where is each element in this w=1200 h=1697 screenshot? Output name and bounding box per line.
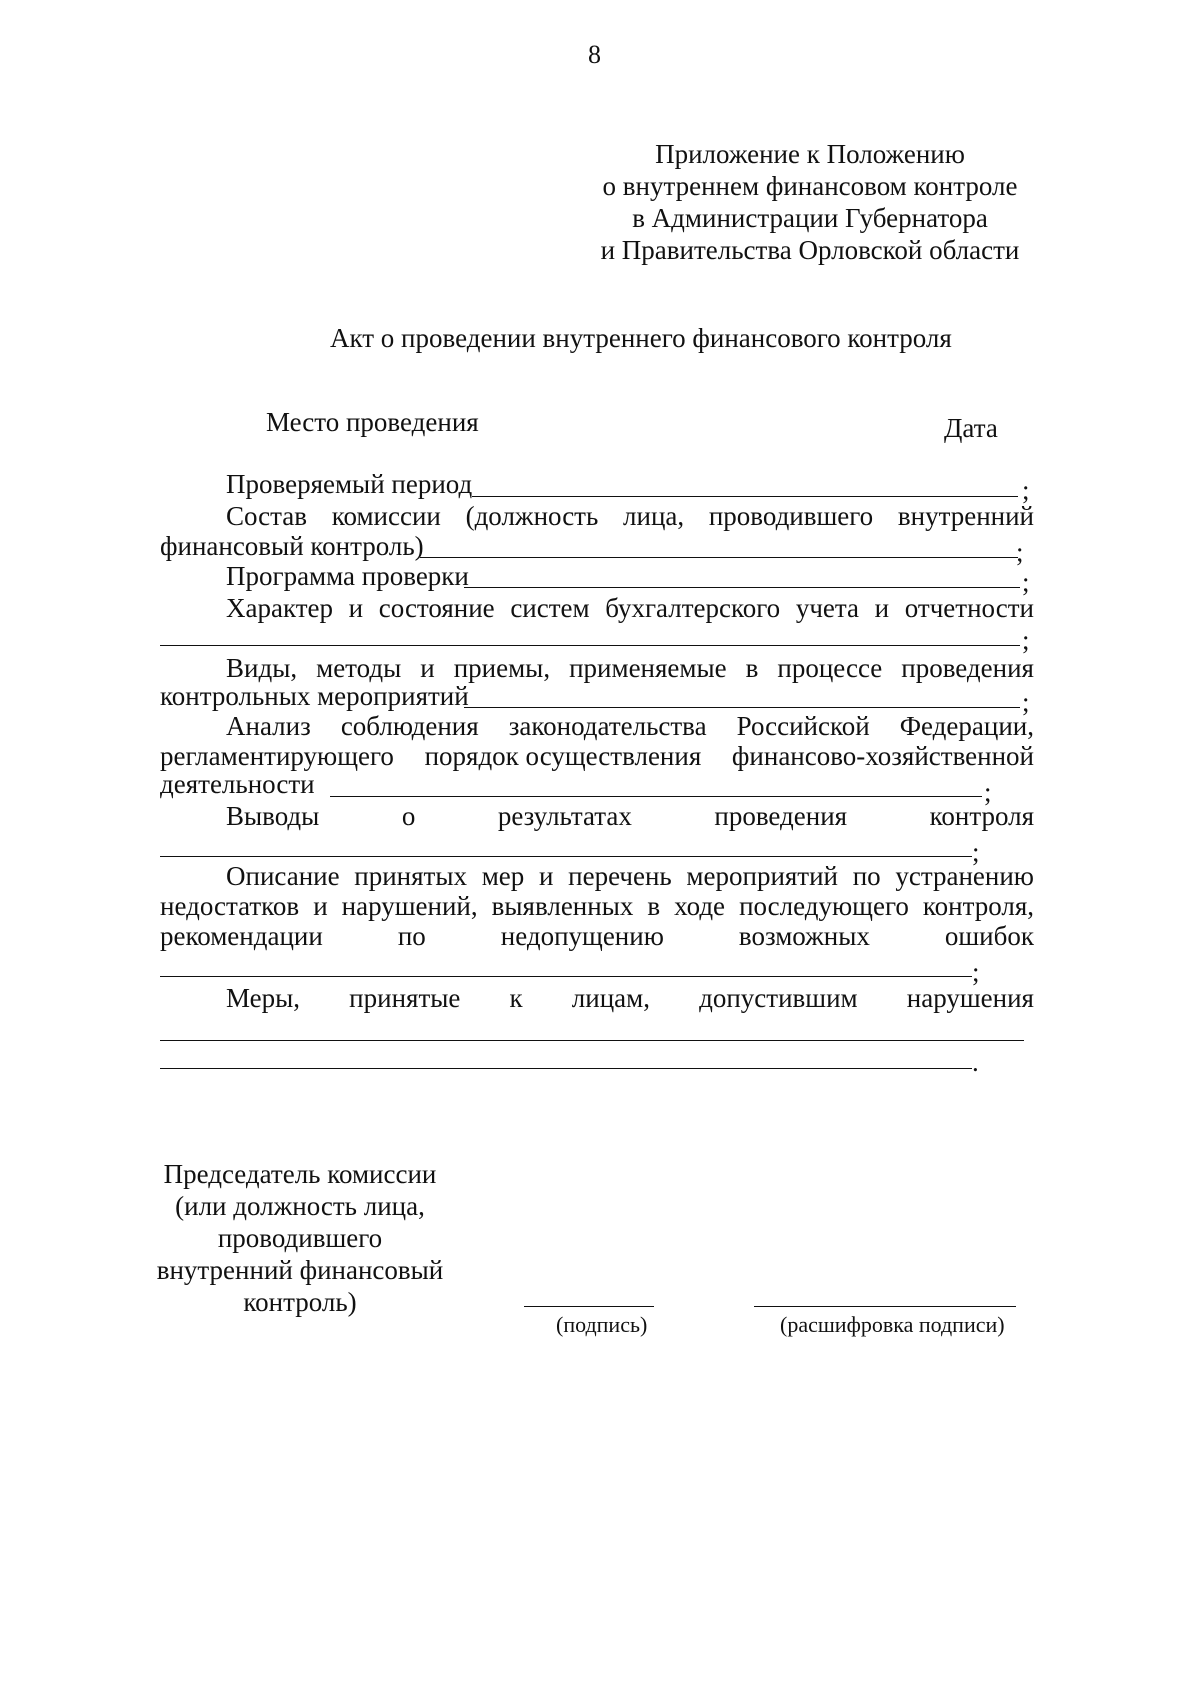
commission-line-2: финансовый контроль) [160, 531, 424, 561]
word: систем [510, 593, 590, 623]
page-number: 8 [588, 40, 601, 69]
word: по [397, 921, 426, 951]
persons-fill-line-2 [160, 1068, 972, 1069]
character-fill-line [160, 645, 1020, 646]
word: соблюдения [340, 711, 479, 741]
word: мероприятий [686, 861, 839, 891]
word: ошибок [944, 921, 1034, 951]
place-label: Место проведения [266, 407, 479, 437]
word: устранению [895, 861, 1034, 891]
word: (должность [465, 501, 599, 531]
persons-period: . [972, 1047, 979, 1077]
measures-line-2 [160, 890, 1034, 922]
word: возможных [738, 921, 870, 951]
word: методы [316, 653, 402, 683]
commission-semicolon: ; [1016, 537, 1024, 567]
word: в [647, 891, 661, 921]
word: лица, [623, 501, 685, 531]
chair-block [150, 1158, 450, 1318]
word: Характер [226, 593, 334, 623]
word: процессе [777, 653, 883, 683]
word: внутренний [897, 501, 1034, 531]
signature-caption: (подпись) [556, 1312, 648, 1337]
period-semicolon: ; [1022, 475, 1030, 505]
word: Выводы [226, 801, 320, 831]
chair-line-4: внутренний финансовый [156, 1255, 444, 1285]
analysis-fill-line [330, 796, 982, 797]
word: Описание [226, 861, 340, 891]
measures-fill-line [160, 976, 972, 977]
word: Российской [736, 711, 870, 741]
word: Федерации, [899, 711, 1034, 741]
word: Меры, [226, 983, 301, 1013]
word: применяемые [569, 653, 727, 683]
character-line-1 [226, 592, 1034, 624]
word: порядок осуществления [424, 741, 702, 771]
period-label: Проверяемый период [226, 469, 473, 499]
methods-line-2: контрольных мероприятий [160, 681, 469, 711]
word: недостатков [160, 891, 300, 921]
signature-decode-line [754, 1306, 1016, 1307]
word: Анализ [226, 711, 311, 741]
chair-line-3: проводившего [217, 1223, 383, 1253]
word: допустившим [699, 983, 858, 1013]
word: недопущению [500, 921, 664, 951]
program-label: Программа проверки [226, 561, 469, 591]
word: Виды, [226, 653, 298, 683]
word: к [509, 983, 523, 1013]
chair-line-1: Председатель комиссии [163, 1159, 437, 1189]
word: мер [481, 861, 525, 891]
measures-semicolon: ; [972, 957, 980, 987]
program-semicolon: ; [1022, 567, 1030, 597]
word: о [401, 801, 416, 831]
word: лицам, [571, 983, 650, 1013]
measures-line-3 [160, 920, 1034, 952]
word: и [874, 593, 890, 623]
word: проведения [901, 653, 1034, 683]
word: и [348, 593, 364, 623]
word: ходе [674, 891, 726, 921]
signature-line [524, 1306, 654, 1307]
word: контроля, [922, 891, 1034, 921]
period-fill-line [472, 496, 1018, 497]
conclusions-fill-line [160, 856, 972, 857]
word: в [745, 653, 759, 683]
word: результатах [497, 801, 632, 831]
word: выявленных [491, 891, 634, 921]
word: и [313, 891, 328, 921]
word: комиссии [331, 501, 441, 531]
persons-fill-line-1 [160, 1040, 1024, 1041]
conclusions-line-1 [226, 800, 1034, 832]
analysis-semicolon: ; [984, 777, 992, 807]
word: перечень [568, 861, 672, 891]
word: последующего [739, 891, 909, 921]
word: и [538, 861, 554, 891]
character-semicolon: ; [1022, 625, 1030, 655]
word: бухгалтерского [605, 593, 781, 623]
word: законодательства [508, 711, 707, 741]
chair-line-2: (или должность лица, [175, 1191, 425, 1221]
appendix-line-2: о внутреннем финансовом контроле [602, 171, 1018, 201]
measures-line-1 [226, 860, 1034, 892]
word: проводившего [708, 501, 874, 531]
appendix-header [600, 138, 1020, 266]
word: финансово-хозяйственной [731, 741, 1034, 771]
word: состояние [378, 593, 495, 623]
commission-line-1 [226, 500, 1034, 532]
persons-line-1 [226, 982, 1034, 1014]
appendix-line-4: и Правительства Орловской области [600, 235, 1020, 265]
appendix-line-3: в Администрации Губернатора [632, 203, 988, 233]
word: регламентирующего [160, 741, 394, 771]
methods-semicolon: ; [1022, 687, 1030, 717]
conclusions-semicolon: ; [972, 837, 980, 867]
analysis-line-1 [226, 710, 1034, 742]
methods-fill-line [464, 707, 1020, 708]
document-title: Акт о проведении внутреннего финансового контроля [330, 323, 952, 353]
signature-decode-caption: (расшифровка подписи) [780, 1312, 1005, 1337]
word: приемы, [453, 653, 551, 683]
program-fill-line [464, 587, 1020, 588]
word: проведения [714, 801, 848, 831]
word: по [852, 861, 881, 891]
chair-line-5: контроль) [243, 1287, 357, 1317]
word: принятых [354, 861, 467, 891]
date-label: Дата [944, 413, 998, 443]
word: нарушений, [341, 891, 478, 921]
word: и [420, 653, 435, 683]
appendix-line-1: Приложение к Положению [655, 139, 965, 169]
commission-fill-line [420, 557, 1018, 558]
word: принятые [349, 983, 461, 1013]
word: отчетности [904, 593, 1034, 623]
word: нарушения [906, 983, 1034, 1013]
word: контроля [929, 801, 1034, 831]
word: рекомендации [160, 921, 323, 951]
word: учета [795, 593, 860, 623]
word: Состав [226, 501, 308, 531]
analysis-line-3: деятельности [160, 769, 315, 799]
